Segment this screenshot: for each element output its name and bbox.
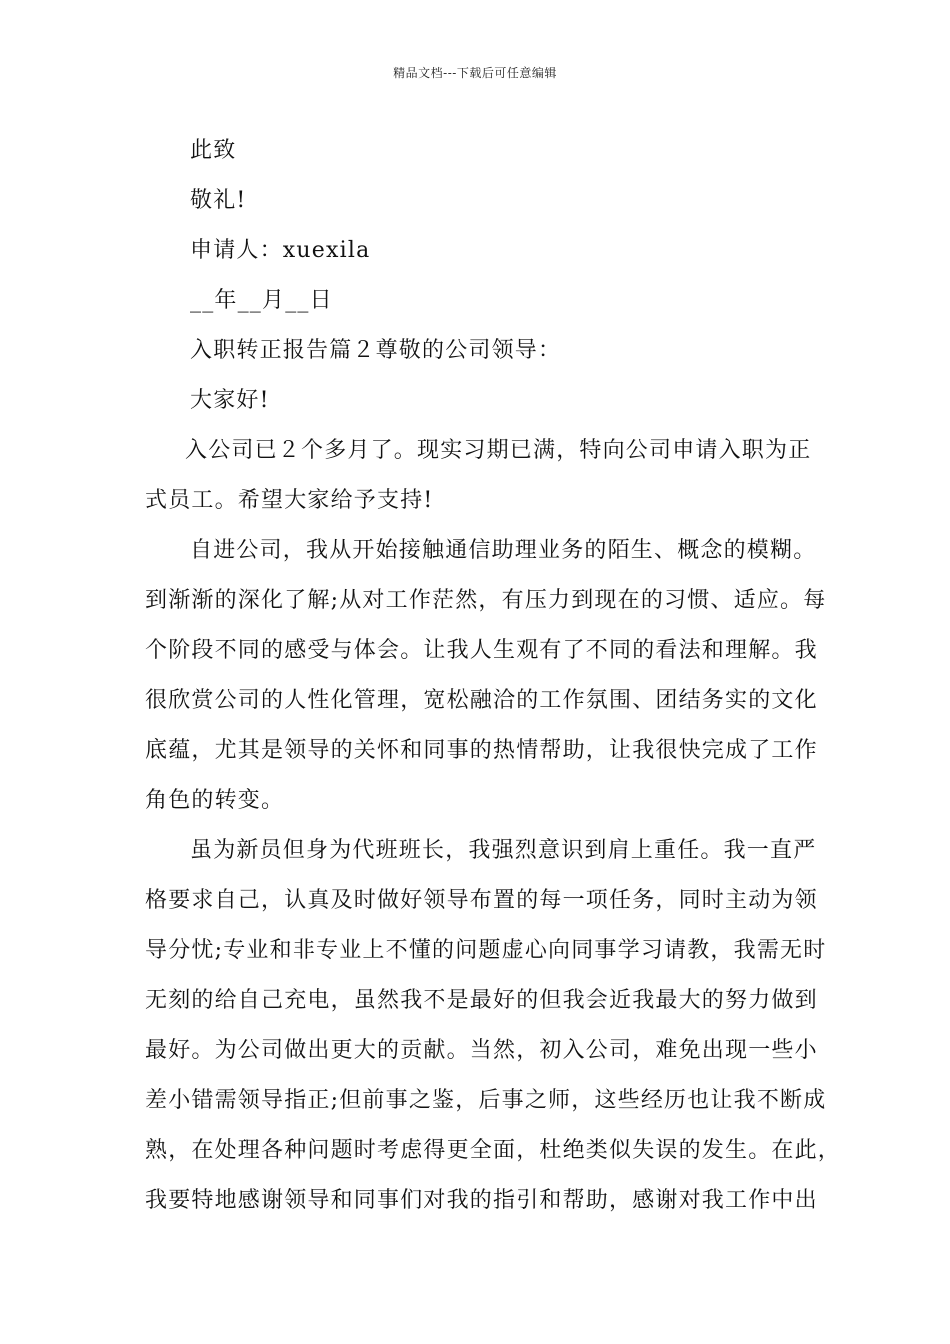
- date-line: __年__月__日: [190, 288, 333, 313]
- applicant-line: 申请人：xuexila: [190, 238, 371, 263]
- paragraph-line: 虽为新员但身为代班班长，我强烈意识到肩上重任。我一直严: [190, 838, 817, 863]
- report-title-line: 入职转正报告篇２尊敬的公司领导：: [190, 338, 562, 363]
- closing-salutation: 此致: [190, 138, 237, 163]
- paragraph-line: 式员工。希望大家给予支持!: [145, 488, 434, 513]
- paragraph-line: 入公司已２个多月了。现实习期已满，特向公司申请入职为正: [185, 438, 812, 463]
- page-header: 精品文档---下载后可任意编辑: [393, 66, 557, 80]
- paragraph-line: 自进公司，我从开始接触通信助理业务的陌生、概念的模糊。: [190, 538, 817, 563]
- paragraph-line: 我要特地感谢领导和同事们对我的指引和帮助，感谢对我工作中出: [145, 1188, 818, 1213]
- paragraph-line: 到渐渐的深化了解;从对工作茫然，有压力到现在的习惯、适应。每: [145, 588, 827, 613]
- paragraph-line: 最好。为公司做出更大的贡献。当然，初入公司，难免出现一些小: [145, 1038, 818, 1063]
- paragraph-line: 格要求自己，认真及时做好领导布置的每一项任务，同时主动为领: [145, 888, 818, 913]
- greeting-line: 大家好!: [190, 388, 270, 413]
- paragraph-line: 导分忧;专业和非专业上不懂的问题虚心向同事学习请教，我需无时: [145, 938, 827, 963]
- paragraph-line: 很欣赏公司的人性化管理，宽松融洽的工作氛围、团结务实的文化: [145, 688, 818, 713]
- paragraph-line: 底蕴，尤其是领导的关怀和同事的热情帮助，让我很快完成了工作: [145, 738, 818, 763]
- paragraph-line: 差小错需领导指正;但前事之鉴，后事之师，这些经历也让我不断成: [145, 1088, 827, 1113]
- paragraph-line: 熟，在处理各种问题时考虑得更全面，杜绝类似失误的发生。在此，: [145, 1138, 842, 1163]
- paragraph-line: 无刻的给自己充电，虽然我不是最好的但我会近我最大的努力做到: [145, 988, 818, 1013]
- closing-regards: 敬礼!: [190, 188, 247, 213]
- paragraph-line: 角色的转变。: [145, 788, 285, 813]
- paragraph-line: 个阶段不同的感受与体会。让我人生观有了不同的看法和理解。我: [145, 638, 818, 663]
